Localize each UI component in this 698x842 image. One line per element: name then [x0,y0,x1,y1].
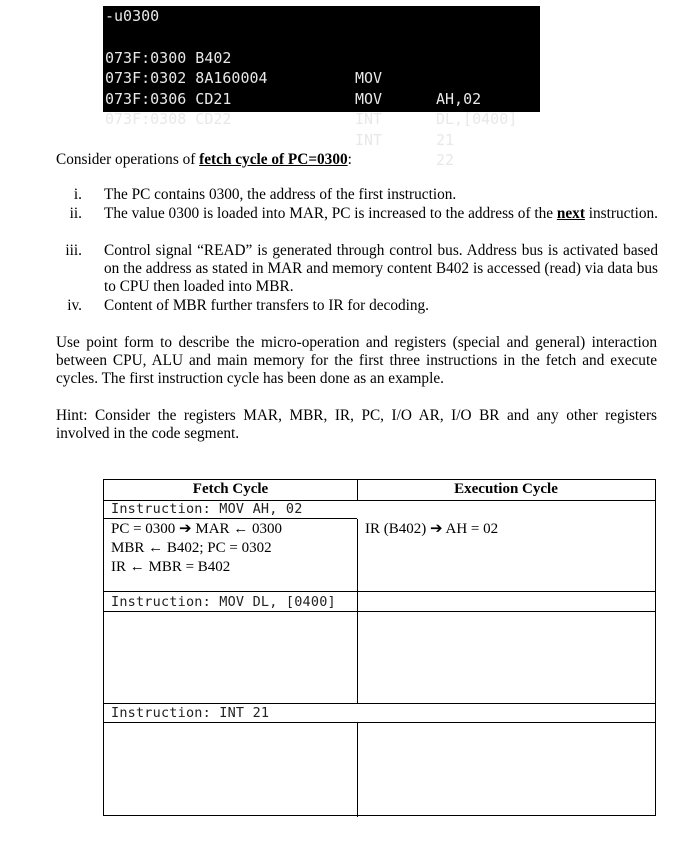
hint-paragraph: Hint: Consider the registers MAR, MBR, IR, PC, I/O AR, I/O BR and any other registers involved in the code segment. [56,407,657,442]
list-number: ii. [69,205,82,222]
terminal-arg: 21 [436,130,455,149]
list-item [56,186,658,204]
list-number: i. [73,186,82,203]
row-divider [104,611,655,612]
column-divider [357,519,358,592]
column-divider [357,591,358,611]
terminal-op: MOV [355,69,383,87]
terminal-addr: 073F:0306 CD21 [105,89,232,108]
terminal-addr: 073F:0300 B402 [105,48,232,67]
cycle-table [103,479,656,816]
task-paragraph: Use point form to describe the micro-operation and registers (special and general) interaction between CPU, ALU and main memory for the first three instructions in the fetch and execute cycles. The first instruction cycle has been done as an example. [56,334,657,387]
list-item [56,205,658,241]
list-text: Content of MBR further transfers to IR for decoding. [104,297,429,314]
fetch-cycle-header: Fetch Cycle [192,481,269,497]
row-divider [104,518,357,519]
intro-prefix: Consider operations of [56,151,200,168]
terminal-op: MOV [355,89,383,108]
list-number: iv. [67,297,82,314]
row-divider [104,722,655,723]
column-divider [357,480,358,500]
row-divider [104,591,655,592]
list-item [56,242,658,296]
terminal-addr: 073F:0302 8A160004 [105,69,268,87]
fetch-step: IR ← MBR = B402 [111,559,231,575]
intro-text [56,151,352,169]
execution-cycle-cell: IR (B402) ➔ AH = 02 [365,521,499,537]
list-text: The PC contains 0300, the address of the first instruction. [104,186,457,203]
intro-suffix: : [347,151,352,168]
next-emphasis: next [556,205,585,222]
fetch-step: MBR ← B402; PC = 0302 [111,540,272,556]
terminal-command: -u0300 [105,7,160,25]
terminal-addr: 073F:0308 CD22 [105,110,232,128]
list-text-part: instruction. [584,205,659,222]
instruction-3: Instruction: INT 21 [111,705,270,721]
row-divider [104,703,655,704]
column-divider [357,611,358,703]
terminal-arg: 22 [436,151,455,169]
terminal-row [105,89,535,192]
list-number: iii. [65,242,82,259]
execution-cycle-header: Execution Cycle [454,481,558,497]
fetch-step: PC = 0300 ➔ MAR ← 0300 [111,521,283,537]
terminal-arg: AH,02 [436,89,482,108]
fetch-cycle-cell [111,520,282,577]
terminal-op: INT [355,110,383,128]
terminal-arg: DL,[0400] [436,110,518,128]
instruction-2: Instruction: MOV DL, [0400] [111,594,336,610]
column-divider [357,722,358,817]
terminal-op: INT [355,130,383,149]
instruction-1: Instruction: MOV AH, 02 [111,501,303,517]
list-text [104,205,658,223]
list-item [56,297,658,315]
list-text-part: The value 0300 is loaded into MAR, PC is increased to the address of the [104,205,557,222]
intro-emphasis: fetch cycle of PC=0300 [199,151,348,168]
list-text: Control signal “READ” is generated through control bus. Address bus is activated based on the address as stated in MAR and memory content B402 is accessed (read) via data bus to CPU then loaded into MBR. [104,242,658,295]
table-header [104,480,655,501]
